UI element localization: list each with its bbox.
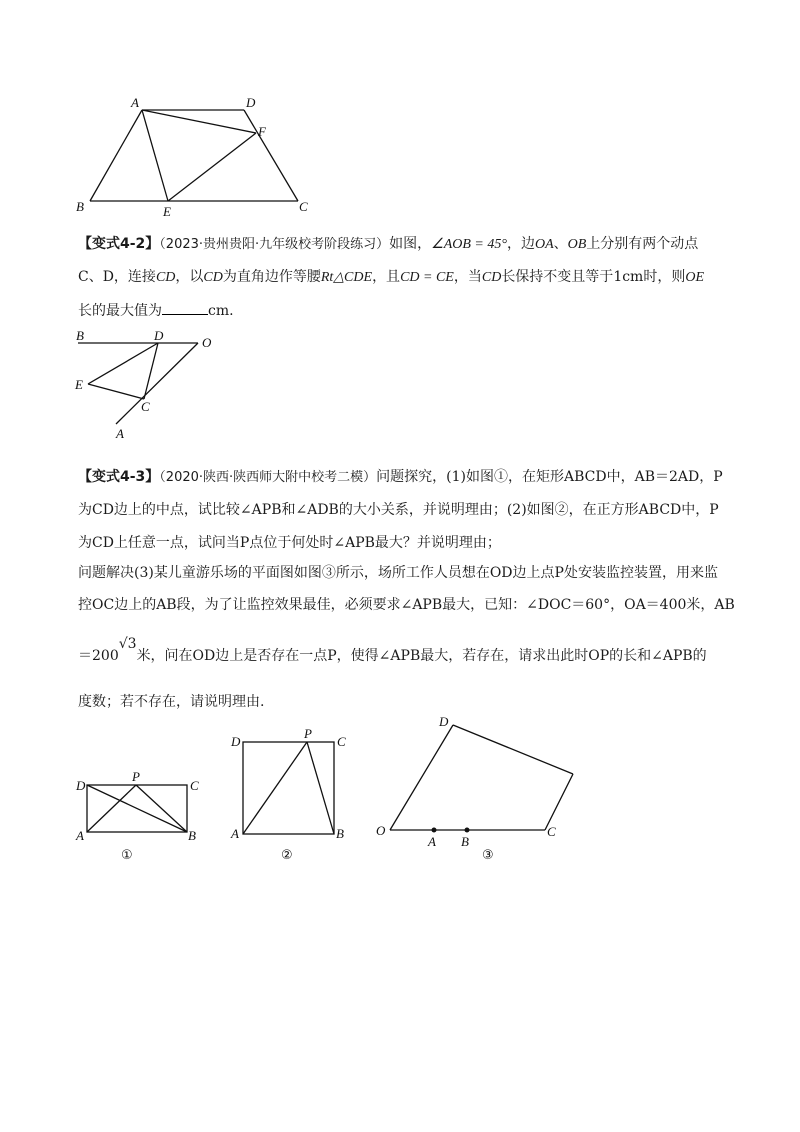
text-span: ＝200 [78,648,119,664]
math-ob: OB [567,237,587,252]
text-span: 上分别有两个动点 [586,236,699,252]
label-d: D [246,95,256,110]
label-b: B [336,826,344,841]
text-span: 长保持不变且等于 [501,269,614,285]
figure-caption-1: ① [121,848,133,863]
label-o: O [376,823,386,838]
label-b: B [188,828,196,843]
text-span: ，且 [372,269,401,285]
math-sqrt3: √3 [118,636,137,652]
problem-tag: 【变式4-2】 [78,236,160,252]
math-angle: ∠AOB = 45° [431,237,507,252]
math-cd: CD [481,270,502,285]
problem-4-3-line-1 [78,466,723,486]
label-a: A [131,95,139,110]
problem-source: （2023·贵州贵阳·九年级校考阶段练习） [159,237,390,252]
label-b: B [461,834,469,849]
text-span: ，当 [453,269,482,285]
label-c: C [547,824,556,839]
label-c: C [337,734,346,749]
point-b-dot [465,828,470,833]
label-p: P [304,726,312,741]
math-cd: CD [203,270,223,285]
figure-trapezoid [90,110,298,201]
text-span: 时，则 [643,269,686,285]
label-e: E [163,204,171,219]
label-c: C [141,399,150,414]
label-c: C [299,199,308,214]
text-span: 问题探究，(1)如图①，在矩形ABCD中，AB＝2AD，P [376,469,723,485]
problem-4-3-line-2: 为CD边上的中点，试比较∠APB和∠ADB的大小关系，并说明理由；(2)如图②，在正方形ABCD中，P [78,502,719,518]
text-span: 长的最大值为 [78,303,162,319]
figure-square [243,742,334,834]
text-span: ，边 [506,236,535,252]
problem-4-3-line-6 [78,636,707,665]
figure-angle-aob [78,343,198,424]
label-o: O [202,335,212,350]
label-c: C [190,778,199,793]
text-span: 如图， [389,236,432,252]
label-a: A [116,426,124,441]
math-oa: OA [534,237,554,252]
problem-4-3-line-4: 问题解决(3)某儿童游乐场的平面图如图③所示，场所工作人员想在OD边上点P处安装监控装置，用来监 [78,565,718,581]
problem-source: （2020·陕西·陕西师大附中校考二模） [159,470,377,485]
label-d: D [154,328,164,343]
math-oe: OE [685,270,705,285]
label-a: A [428,834,436,849]
label-d: D [231,734,241,749]
text-span: C、D，连接 [78,269,156,285]
math-cd: CD [155,270,176,285]
figure-caption-3: ③ [482,848,494,863]
problem-4-2-line-1 [78,233,698,253]
label-e: E [75,377,83,392]
label-d: D [76,778,86,793]
text-span: 米，问在OD边上是否存在一点P，使得∠APB最大，若存在，请求出此时OP的长和∠APB的 [136,648,707,664]
math-length: 1cm [613,269,644,285]
label-b: B [76,199,84,214]
label-a: A [76,828,84,843]
label-b: B [76,328,84,343]
label-a: A [231,826,239,841]
point-a-dot [432,828,437,833]
label-p: P [132,769,140,784]
figure-quadrilateral [390,725,573,830]
text-span: ，以 [175,269,204,285]
text-span: 为直角边作等腰 [222,269,321,285]
math-rt-triangle: Rt△CDE [320,270,373,285]
math-equation: CD = CE [400,270,454,285]
text-span: 、 [553,236,568,252]
figure-rectangle [87,785,187,832]
problem-4-2-line-2 [78,266,704,286]
figure-caption-2: ② [281,848,293,863]
problem-tag: 【变式4-3】 [78,469,160,485]
answer-blank [162,302,208,315]
label-d: D [439,714,449,729]
problem-4-3-line-7: 度数；若不存在，请说明理由. [78,694,265,710]
problem-4-3-line-5: 控OC边上的AB段，为了让监控效果最佳，必须要求∠APB最大，已知：∠DOC＝60°，OA＝400米，AB [78,597,735,613]
problem-4-3-line-3: 为CD上任意一点，试问当P点位于何处时∠APB最大？并说明理由； [78,535,501,551]
text-span: cm. [208,303,234,319]
problem-4-2-line-3 [78,300,234,320]
label-f: F [258,124,266,139]
